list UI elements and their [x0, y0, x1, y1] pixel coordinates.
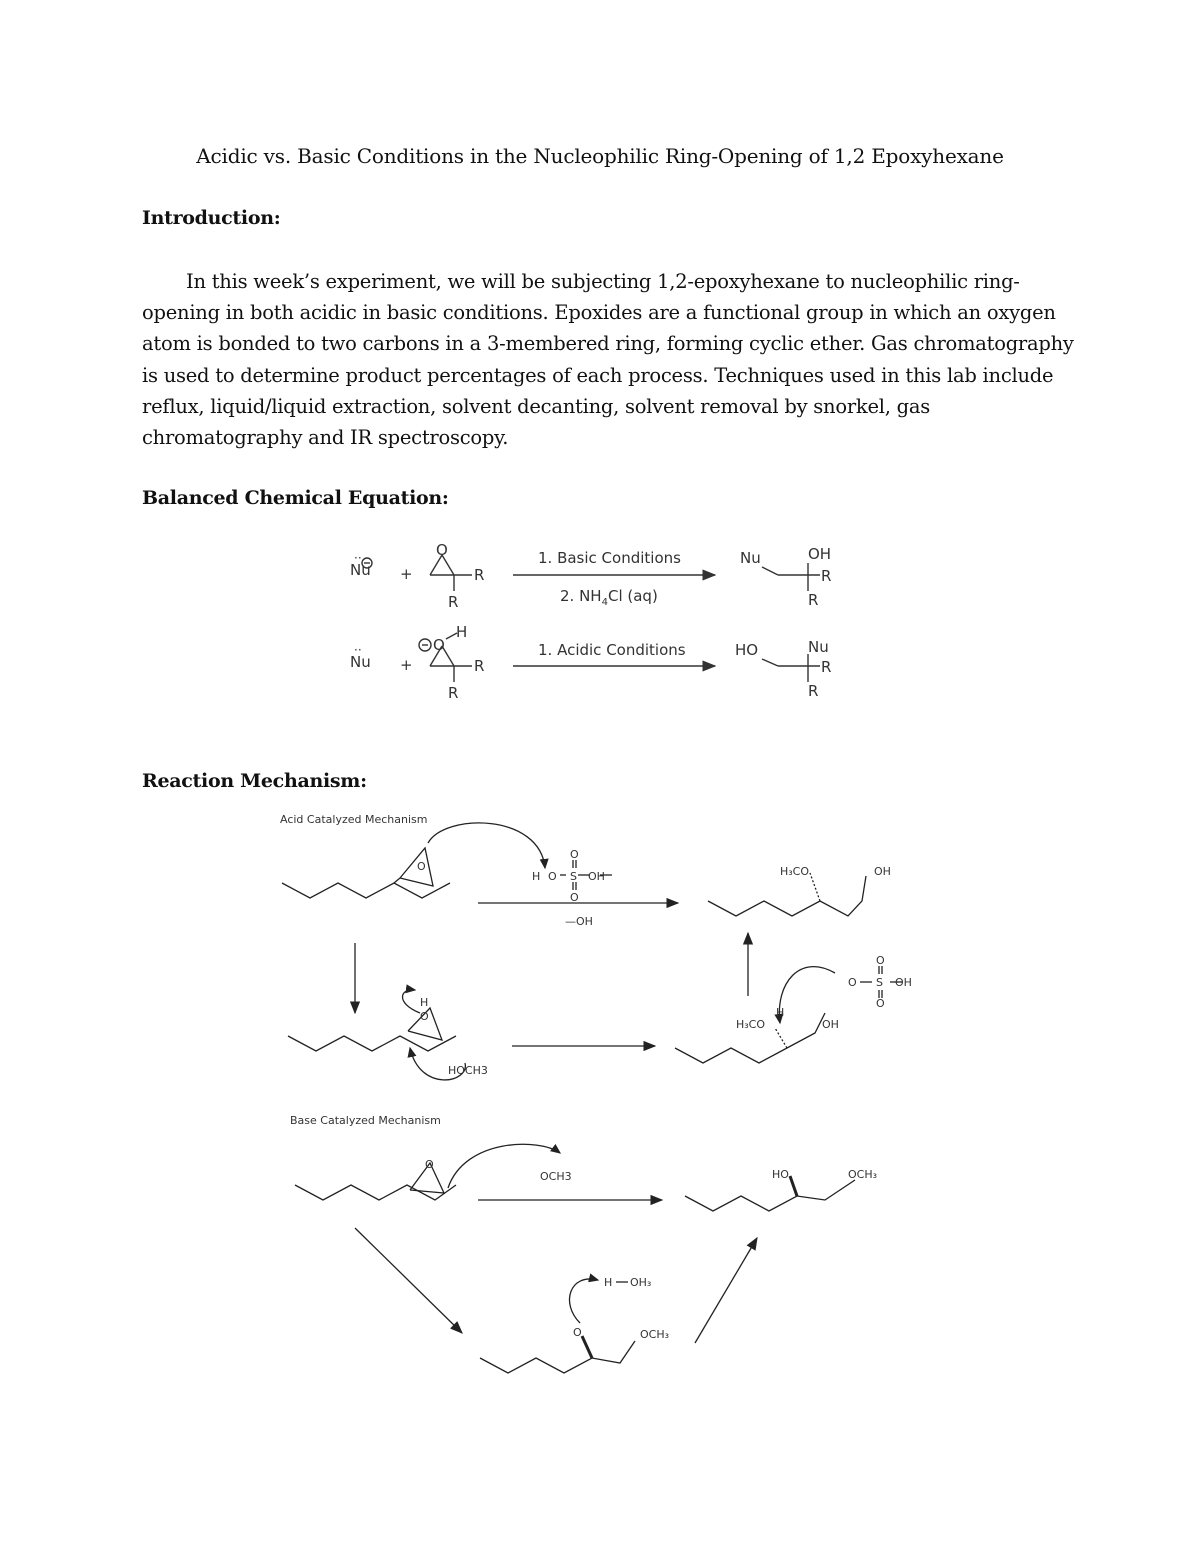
eq-prod-r-bottom: R	[808, 591, 819, 609]
eq-prod-r-right: R	[821, 567, 832, 585]
eq2-prod-ho: HO	[735, 641, 759, 659]
acid-inter-oh: OH	[822, 1018, 839, 1031]
svg-text:··: ··	[354, 643, 362, 657]
eq2-prod-r-right: R	[821, 658, 832, 676]
reaction-mechanism-scheme	[270, 808, 950, 1388]
acid-protonated-o: O	[420, 1010, 429, 1023]
eq2-prod-nu: Nu	[808, 638, 829, 656]
intro-line: reflux, liquid/liquid extraction, solvent decanting, solvent removal by snorkel, gas	[142, 394, 931, 418]
acid-hydroxide: —OH	[565, 915, 593, 928]
eq2-nucleophile: Nu	[350, 653, 371, 671]
introduction-paragraph	[142, 266, 1074, 453]
bisulfate-s: S	[876, 976, 883, 989]
acid-epoxide-o: O	[417, 860, 426, 873]
intro-line: atom is bonded to two carbons in a 3-membered ring, forming cyclic ether. Gas chromatography	[142, 332, 1074, 356]
base-product-ho: HO	[772, 1168, 789, 1181]
acid-product-oh: OH	[874, 865, 891, 878]
eq-step-nh4cl: 2. $NH_4Cl$ (aq)	[560, 587, 658, 608]
acid-oh: OH	[588, 870, 605, 883]
eq2-r-bottom: R	[448, 684, 459, 702]
eq-r-bottom: R	[448, 593, 459, 611]
intro-line: is used to determine product percentages of each process. Techniques used in this lab include	[142, 363, 1054, 387]
base-methoxide: OCH3	[540, 1170, 572, 1183]
introduction-heading: Introduction:	[142, 207, 281, 229]
acid-methanol: HOCH3	[448, 1064, 488, 1077]
base-water-h: H	[604, 1276, 613, 1289]
eq2-prod-r-bottom: R	[808, 682, 819, 700]
mechanism-heading: Reaction Mechanism:	[142, 770, 367, 792]
eq-r-right: R	[474, 566, 485, 584]
intro-line: In this week’s experiment, we will be subjecting 1,2-epoxyhexane to nucleophilic ring-	[186, 270, 1020, 293]
eq-nucleophile: Nu	[350, 561, 371, 579]
eq-prod-nu: Nu	[740, 549, 761, 567]
intro-line: opening in both acidic in basic conditions. Epoxides are a functional group in which an oxygen	[142, 301, 1056, 325]
base-epoxide-o: O	[425, 1158, 434, 1171]
acid-product-h3co: H₃CO	[780, 865, 810, 878]
acid-protonated-h: H	[420, 996, 429, 1009]
acid-o-top: O	[570, 848, 579, 861]
acid-inter-h: H	[776, 1006, 785, 1019]
eq-prod-oh: OH	[808, 545, 832, 563]
base-water-oh: OH₃	[630, 1276, 652, 1289]
svg-text:··: ··	[354, 551, 362, 565]
base-mechanism-label: Base Catalyzed Mechanism	[290, 1114, 441, 1127]
bisulfate-o: O	[848, 976, 857, 989]
bisulfate-o-bottom: O	[876, 997, 885, 1010]
acid-inter-h3co: H₃CO	[736, 1018, 766, 1031]
eq2-step-acidic: 1. Acidic Conditions	[538, 641, 686, 659]
eq-epoxide-o: O	[436, 541, 448, 559]
balanced-equation-scheme	[330, 535, 870, 705]
acid-s: S	[570, 870, 577, 883]
eq2-h: H	[456, 623, 468, 641]
acid-o-bottom: O	[570, 891, 579, 904]
page-title: Acidic vs. Basic Conditions in the Nucleophilic Ring-Opening of 1,2 Epoxyhexane	[196, 144, 1004, 168]
eq2-r-right: R	[474, 657, 485, 675]
bisulfate-oh: OH	[895, 976, 912, 989]
eq-step-basic: 1. Basic Conditions	[538, 549, 681, 567]
equation-heading: Balanced Chemical Equation:	[142, 487, 449, 509]
acid-mechanism-label: Acid Catalyzed Mechanism	[280, 813, 428, 826]
base-product-och3: OCH₃	[848, 1168, 878, 1181]
acid-h: H	[532, 870, 541, 883]
eq2-epoxide-o: O	[433, 636, 445, 654]
eq-plus: +	[400, 565, 413, 583]
acid-o: O	[548, 870, 557, 883]
intro-line: chromatography and IR spectroscopy.	[142, 426, 509, 450]
base-alkoxide-o: O	[573, 1326, 582, 1339]
bisulfate-o-top: O	[876, 954, 885, 967]
eq2-plus: +	[400, 656, 413, 674]
base-inter-och3: OCH₃	[640, 1328, 670, 1341]
